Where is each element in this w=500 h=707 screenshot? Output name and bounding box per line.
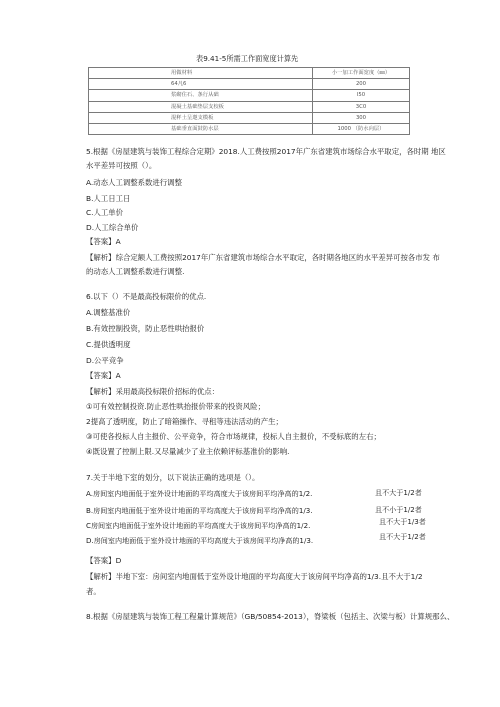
table-cell: 混秤土呈遨支模板 <box>89 112 313 123</box>
q5-stem-line2: 水平差异可按照（）。 <box>86 161 157 170</box>
table-row <box>89 101 410 112</box>
q6-explanation-item: ③可使各投标人自主报价、公平竞争，符合市场规律，投标人自主报价，不受标底的左右； <box>86 432 381 441</box>
q7-option-d: D.房间室内地面低于室外设计地面的平均高度大于该房间平均净高的1/3. <box>86 536 314 545</box>
table-title: 表9.41-5所需工作面宽度计算先 <box>196 54 299 63</box>
q6-explanation-item: ④既设置了控制上限.又尽量减少了业主依赖评标基准价的影响. <box>86 447 290 456</box>
q5-option-c: C.人工单价 <box>86 208 124 217</box>
q5-answer: 【答案】A <box>86 237 121 246</box>
table-cell: I50 <box>313 90 410 101</box>
table-row <box>89 90 410 101</box>
q7-option-c: C房间室内地面低于室外设计地面的平均高度大于该房间平均净高的1/2. <box>86 521 311 530</box>
table-cell: 300 <box>313 112 410 123</box>
q6-option-d: D.公平竞争 <box>86 356 124 365</box>
table-header-row <box>89 68 410 79</box>
q5-option-b: B.人工日工日 <box>86 194 131 203</box>
q6-stem: 6.以下（）不是最高投标限价的优点. <box>86 292 207 301</box>
work-width-table <box>88 67 410 135</box>
q6-option-a: A.调整基准价 <box>86 308 131 317</box>
q7-option-d-tail: 且不大于1/2者 <box>379 532 426 541</box>
table-row <box>89 112 410 123</box>
table-cell: 200 <box>313 79 410 90</box>
q7-explanation-line1: 【解析】半地下室：房间室内地面低于室外设计地面的平均高度大于该房间平均净高的1/3.且不大于1/2 <box>86 572 423 581</box>
q5-stem-line1: 5.根据《房屋建筑与装饰工程综合定期》2018.人工费按照2017年广东省建筑市场综合水平取定，各时期 地区 <box>86 147 446 156</box>
q5-explanation-line1: 【解析】综合定额人工费按照2017年广东省建筑市场综合水平取定，各时期各地区的水平差异可按各市发 布 <box>86 253 440 262</box>
table-cell: 3C0 <box>313 101 410 112</box>
q7-answer: 【答案】D <box>86 556 122 565</box>
q7-option-a: A.房间室内地面低于室外设计地面的平均高度大于该房间平均净高的1/2. <box>86 489 313 498</box>
q6-option-b: B.有效控制投资，防止恶性哄抬报价 <box>86 324 205 333</box>
q7-option-c-tail: 且不大于1/3者 <box>379 517 426 526</box>
table-cell: 64凡6 <box>89 79 313 90</box>
q7-stem: 7.关于半地下室的划分，以下说法正确的选项是（）。 <box>86 473 260 482</box>
table-row <box>89 79 410 90</box>
q7-option-a-tail: 且不大于1/2者 <box>375 488 422 497</box>
q5-option-a: A.动态人工调整系数进行调整 <box>86 178 182 187</box>
table-header-material: 用做材料 <box>89 68 313 79</box>
q6-option-c: C.提供透明度 <box>86 340 131 349</box>
q6-answer: 【答案】A <box>86 371 121 380</box>
q6-explanation-item: 2提高了透明度，防止了暗箱操作、寻租等违法活动的产生； <box>86 417 283 426</box>
table-cell: 1000 （防水向层） <box>313 123 410 134</box>
q6-explanation-head: 【解析】采用最高投标限价招标的优点： <box>86 387 220 396</box>
q7-option-b-tail: 且不小于1/2者 <box>375 505 422 514</box>
q5-explanation-line2: 的动态人工调整系数进行调整. <box>86 267 185 276</box>
table-row <box>89 123 410 134</box>
table-cell: 浆砌住石、条行从础 <box>89 90 313 101</box>
q7-explanation-line2: 者。 <box>86 587 101 596</box>
q5-option-d: D.人工综合单价 <box>86 223 139 232</box>
q7-option-b: B.房间室内地面低于室外设计地面的平均高度大于该房间平均净高的1/3. <box>86 506 313 515</box>
q6-explanation-item: ①可有效控制投资.防止恶性哄抬报价带来的投资风险； <box>86 402 265 411</box>
q8-stem: 8.根据《房屋建筑与装饰工程工程量计算规范》（GB/50854-2013），脊梁板（包括主、次梁与板）计算规那么、 <box>86 612 455 621</box>
table-cell: 基础垂直面鼓防水层 <box>89 123 313 134</box>
table-cell: 混凝土基础垫层支校板 <box>89 101 313 112</box>
table-header-width: 小一加工作面宽度（㎜） <box>313 68 410 79</box>
